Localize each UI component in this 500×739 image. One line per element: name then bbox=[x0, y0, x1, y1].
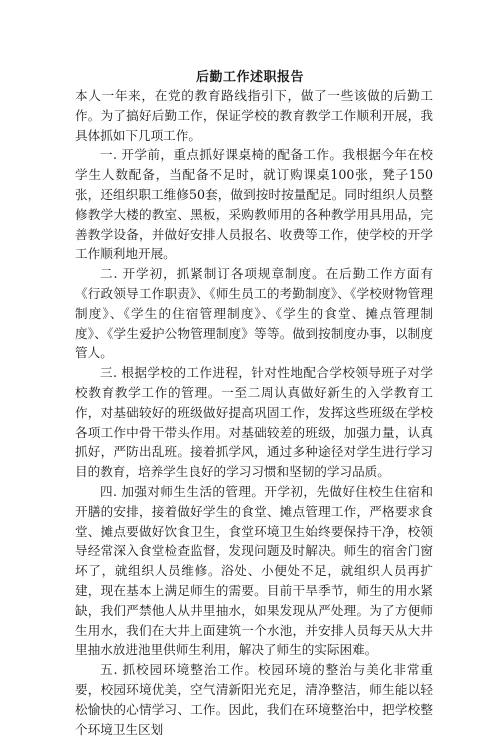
section-3-paragraph: 三. 根据学校的工作进程，针对性地配合学校领导班子对学校教育教学工作的管理。一至二周认真做好新生的入学教育工作，对基础较好的班级做好提高巩固工作，发挥这些班级在学校各项工作中骨干带头作用。对基础较差的班级，加强力量，认真抓好，严防出乱班。接着抓学风，通过多种途径对学生进行学习目的教育，培养学生良好的学习习惯和坚韧的学习品质。 bbox=[75, 365, 433, 480]
page-title: 后勤工作述职报告 bbox=[195, 70, 304, 85]
section-5-paragraph: 五. 抓校园环境整治工作。校园环境的整治与美化非常重要，校园环境优美，空气清新阳光充足，清净整洁，师生能以轻松愉快的心情学习、工作。因此，我们在环境整治中，把学校整个环境卫生区划 bbox=[75, 662, 433, 737]
report-body bbox=[75, 86, 433, 739]
intro-paragraph: 本人一年来，在党的教育路线指引下，做了一些该做的后勤工作。为了搞好后勤工作，保证学校的教育教学工作顺利开展，我具体抓如下几项工作。 bbox=[75, 88, 433, 143]
section-2-paragraph: 二. 开学初，抓紧制订各项规章制度。在后勤工作方面有《行政领导工作职责》、《师生员工的考勤制度》、《学校财物管理制度》、《学生的住宿管理制度》、《学生的食堂、摊点管理制度》、《学生爱护公物管理制度》等等。做到按制度办事，以制度管人。 bbox=[75, 266, 433, 361]
section-4-paragraph: 四. 加强对师生生活的管理。开学初，先做好住校生住宿和开膳的安排，接着做好学生的食堂、摊点管理工作，严格要求食堂、摊点要做好饮食卫生，食堂环境卫生始终要保持干净，校领导经常深入食堂检查监督，发现问题及时解决。师生的宿舍门窗坏了，就组织人员维修。浴处、小便处不足，就组织人员再扩建，现在基本上满足师生的需要。目前干旱季节，师生的用水紧缺，我们严禁他人从井里抽水，如果发现从严处理。为了方便师生用水，我们在大井上面建筑一个水池，并安排人员每天从大井里抽水放进池里供师生利用，解决了师生的实际困难。 bbox=[75, 483, 433, 658]
section-1-paragraph: 一. 开学前，重点抓好课桌椅的配备工作。我根据今年在校学生人数配备，当配备不足时，就订购课桌100张，凳子150张，还组织职工维修50套，做到按时按量配足。同时组织人员整修教学大楼的教室、黑板，采购教师用的各种教学用具用品，完善教学设备，并做好安排人员报名、收费等工作，使学校的开学工作顺利地开展。 bbox=[75, 147, 433, 262]
